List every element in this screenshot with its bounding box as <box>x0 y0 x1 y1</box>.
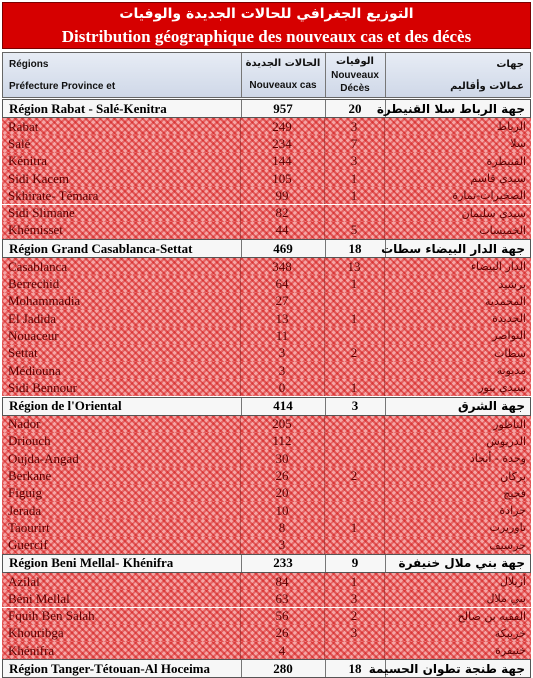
row-name-french: Sidi Bennour <box>8 379 77 395</box>
row-new-cases: 105 <box>272 170 292 186</box>
row-name-french: Région Tanger-Tétouan-Al Hoceima <box>9 660 211 676</box>
table-row <box>2 642 531 659</box>
row-name-french: Azilal <box>8 573 40 589</box>
table-row <box>2 502 531 519</box>
row-new-cases: 64 <box>275 276 289 292</box>
row-new-cases: 84 <box>275 573 289 589</box>
row-new-cases: 233 <box>273 555 293 571</box>
row-new-deaths: 1 <box>350 170 358 186</box>
row-name-arabic: خريبكة <box>494 626 526 640</box>
row-name-french: Jerada <box>8 502 42 518</box>
row-name-arabic: جرادة <box>499 504 526 518</box>
table-row <box>2 537 531 554</box>
row-new-cases: 8 <box>278 519 286 535</box>
header-regions-ar: جهات <box>496 59 524 70</box>
row-name-arabic: خنيفرة <box>495 644 526 658</box>
row-name-arabic: جهة طنجة تطوان الحسيمة <box>368 661 525 676</box>
row-name-arabic: تاوريرت <box>489 521 526 535</box>
row-new-cases: 63 <box>275 590 289 606</box>
row-name-arabic: سيدي سليمان <box>461 206 526 220</box>
row-new-deaths <box>324 327 384 344</box>
table-row <box>2 608 531 625</box>
row-new-deaths: 20 <box>348 100 362 116</box>
row-new-deaths: 1 <box>350 379 358 395</box>
row-name-french: Région de l'Oriental <box>9 398 122 413</box>
row-name-arabic: مديونة <box>496 364 526 378</box>
row-name-arabic: القنيطرة <box>486 154 526 168</box>
row-name-arabic: الدار البيضاء <box>470 260 526 274</box>
row-name-french: Nador <box>8 416 41 432</box>
row-new-cases: 414 <box>273 398 293 413</box>
table-row <box>2 275 531 292</box>
header-deaths-ar: الوفيات <box>336 56 374 67</box>
row-new-deaths: 9 <box>351 555 359 571</box>
row-name-arabic: الدريوش <box>486 434 526 448</box>
row-name-arabic: المحمدية <box>485 294 526 308</box>
table-row <box>2 293 531 310</box>
row-new-deaths: 1 <box>350 276 358 292</box>
row-name-arabic: جرسيف <box>489 538 526 552</box>
row-new-deaths <box>324 642 384 659</box>
row-new-deaths: 5 <box>350 222 358 238</box>
row-new-cases: 957 <box>273 100 293 116</box>
row-new-cases: 205 <box>272 416 292 432</box>
row-name-arabic: جهة الرباط سلا القنيطرة <box>376 101 525 116</box>
table-row <box>2 153 531 170</box>
table-row <box>2 450 531 467</box>
table-row <box>2 379 531 396</box>
row-new-deaths <box>324 362 384 379</box>
row-new-deaths <box>324 293 384 310</box>
row-name-arabic: فجيج <box>503 486 526 500</box>
table-row <box>2 327 531 344</box>
header-regions: Régions <box>9 59 49 70</box>
row-name-arabic: جهة الشرق <box>457 399 525 413</box>
header-deaths-fr-2: Décès <box>340 83 370 94</box>
row-new-deaths: 1 <box>350 187 358 203</box>
row-name-arabic: بركان <box>500 469 526 483</box>
table-row <box>2 433 531 450</box>
table-row <box>2 170 531 187</box>
row-name-french: Oujda-Angad <box>8 450 79 466</box>
row-name-french: Khénifra <box>8 642 55 658</box>
row-new-deaths: 1 <box>350 573 358 589</box>
row-new-cases: 26 <box>275 625 289 641</box>
table-row <box>2 573 531 590</box>
table-row <box>2 310 531 327</box>
row-name-french: Région Rabat - Salé-Kenitra <box>9 100 167 116</box>
row-name-french: Berrechid <box>8 276 60 292</box>
row-name-french: Sidi Slimane <box>8 205 75 221</box>
row-name-french: Guercif <box>8 537 48 553</box>
table-row <box>2 258 531 275</box>
row-name-french: Mohammadia <box>8 293 81 309</box>
table-row <box>2 416 531 433</box>
table-row <box>2 519 531 536</box>
row-name-french: Driouch <box>8 433 51 449</box>
row-name-arabic: سلا <box>510 137 526 151</box>
row-new-deaths <box>324 450 384 467</box>
row-name-french: Sidi Kacem <box>8 170 70 186</box>
row-new-deaths <box>324 433 384 450</box>
row-new-deaths: 1 <box>350 310 358 326</box>
row-name-french: Béni Mellal <box>8 590 70 606</box>
row-name-arabic: جهة الدار البيضاء سطات <box>381 241 525 256</box>
row-new-cases: 249 <box>272 118 292 134</box>
row-name-arabic: سطات <box>494 346 526 360</box>
row-name-french: Skhirate- Témara <box>8 187 99 203</box>
row-new-deaths: 1 <box>350 519 358 535</box>
title-arabic: التوزيع الجغرافي للحالات الجديدة والوفيات <box>119 6 414 22</box>
row-new-cases: 469 <box>273 240 293 256</box>
title-french: Distribution géographique des nouveaux cas et des décès <box>61 27 472 46</box>
row-name-french: Nouaceur <box>8 327 59 343</box>
row-name-arabic: النواصر <box>492 329 526 343</box>
row-new-deaths: 2 <box>350 345 358 361</box>
row-name-french: Kénitra <box>8 153 47 169</box>
region-row <box>2 239 531 258</box>
row-name-french: Settat <box>8 345 38 361</box>
row-name-arabic: أزيلال <box>500 575 526 589</box>
table-row <box>2 485 531 502</box>
row-name-arabic: الخميسات <box>479 223 526 237</box>
row-name-arabic: الناظور <box>493 417 526 431</box>
region-row <box>2 554 531 573</box>
row-name-french: Khouribga <box>8 625 64 641</box>
row-new-cases: 144 <box>272 153 292 169</box>
header-prefecture-ar: عمالات وأقاليم <box>450 81 524 92</box>
row-name-arabic: سيدي بنور <box>478 381 526 395</box>
table-row <box>2 118 531 135</box>
row-new-deaths <box>324 502 384 519</box>
table-row <box>2 590 531 607</box>
row-name-french: Médiouna <box>8 362 61 378</box>
row-new-cases: 99 <box>275 187 289 203</box>
row-new-cases: 0 <box>278 379 286 395</box>
table-row <box>2 135 531 152</box>
row-name-french: Rabat <box>8 118 39 134</box>
row-new-deaths <box>324 416 384 433</box>
row-new-cases: 3 <box>278 537 286 553</box>
row-new-deaths: 2 <box>350 468 358 484</box>
row-new-deaths: 3 <box>350 590 358 606</box>
table-row <box>2 625 531 642</box>
region-row <box>2 659 531 678</box>
row-new-deaths: 18 <box>348 660 362 676</box>
row-new-cases: 27 <box>275 293 289 309</box>
row-name-french: Casablanca <box>8 258 68 274</box>
row-new-cases: 44 <box>275 222 289 238</box>
row-new-cases: 20 <box>275 485 289 501</box>
row-new-cases: 280 <box>273 660 293 676</box>
row-new-deaths <box>324 537 384 554</box>
row-new-cases: 3 <box>278 345 286 361</box>
row-name-french: Salé <box>8 135 31 151</box>
row-name-arabic: الرباط <box>496 120 526 134</box>
table-row <box>2 345 531 362</box>
row-name-arabic: بني ملال <box>486 592 526 606</box>
row-name-french: Khémisset <box>8 222 63 238</box>
row-name-arabic: جهة بني ملال خنيفرة <box>398 556 525 571</box>
row-new-deaths: 3 <box>350 153 358 169</box>
row-new-cases: 82 <box>275 205 289 221</box>
table-row <box>2 205 531 222</box>
table-row <box>2 467 531 484</box>
row-new-deaths: 13 <box>347 258 361 274</box>
row-name-arabic: الفقيه بن صالح <box>457 609 526 623</box>
table-row <box>2 222 531 239</box>
title-banner <box>2 2 531 49</box>
row-name-arabic: الصخيرات-تمارة <box>452 189 526 203</box>
row-new-deaths: 7 <box>350 135 358 151</box>
header-deaths-fr-1: Nouveaux <box>331 70 379 81</box>
row-name-french: Figuig <box>8 485 42 501</box>
table-row <box>2 187 531 204</box>
row-new-cases: 112 <box>272 433 292 449</box>
row-name-arabic: الجديدة <box>492 312 526 326</box>
region-row <box>2 397 531 416</box>
row-new-deaths <box>324 205 384 222</box>
row-new-cases: 30 <box>275 450 289 466</box>
row-name-french: Région Grand Casablanca-Settat <box>9 240 193 256</box>
row-new-deaths: 3 <box>350 625 358 641</box>
row-new-deaths: 3 <box>351 398 359 413</box>
header-prefecture: Préfecture Province et <box>9 81 116 92</box>
row-new-cases: 3 <box>278 362 286 378</box>
row-new-cases: 4 <box>278 642 286 658</box>
row-new-cases: 26 <box>275 468 289 484</box>
row-new-cases: 13 <box>275 310 289 326</box>
row-name-french: Taourirt <box>8 519 50 535</box>
row-name-arabic: سيدي قاسم <box>470 172 526 186</box>
row-name-french: Berkane <box>8 468 52 484</box>
row-new-cases: 234 <box>272 135 292 151</box>
row-new-deaths: 3 <box>350 118 358 134</box>
header-cases-fr: Nouveaux cas <box>249 80 317 91</box>
header-cases-ar: الحالات الجديدة <box>245 58 321 69</box>
row-new-deaths <box>324 485 384 502</box>
row-name-french: Fquih Ben Salah <box>8 608 95 624</box>
row-new-cases: 10 <box>275 502 289 518</box>
row-new-deaths: 18 <box>348 240 362 256</box>
row-name-arabic: برشيد <box>498 277 526 291</box>
row-name-arabic: وجدة - أنجاد <box>469 452 526 466</box>
table-header <box>2 52 531 98</box>
row-new-cases: 11 <box>275 327 289 343</box>
region-row <box>2 99 531 118</box>
row-name-french: Région Beni Mellal- Khénifra <box>9 555 174 571</box>
row-new-deaths: 2 <box>350 608 358 624</box>
row-name-french: El Jadida <box>8 310 57 326</box>
row-new-cases: 348 <box>272 258 292 274</box>
row-new-cases: 56 <box>275 608 289 624</box>
table-row <box>2 362 531 379</box>
